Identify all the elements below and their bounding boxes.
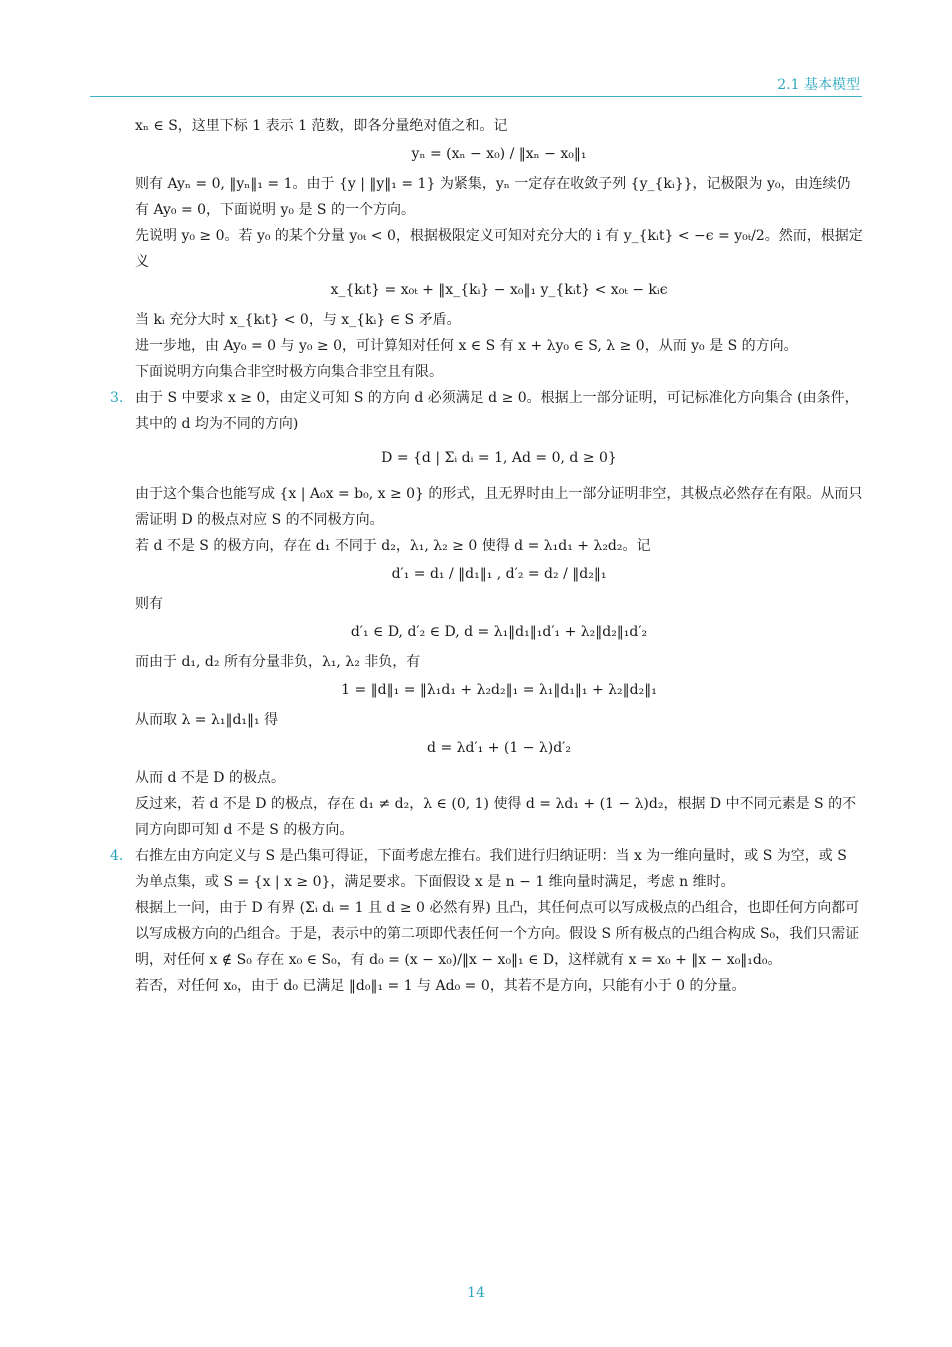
paragraph: 下面说明方向集合非空时极方向集合非空且有限。 bbox=[135, 364, 443, 380]
list-item-number: 4. bbox=[110, 848, 124, 864]
equation: D = {d | Σᵢ dᵢ = 1, Ad = 0, d ≥ 0} bbox=[381, 450, 617, 466]
list-item bbox=[110, 385, 863, 437]
paragraph: 当 kᵢ 充分大时 x_{kᵢt} < 0，与 x_{kᵢ} ∈ S 矛盾。 bbox=[135, 312, 461, 328]
paragraph: 从而 d 不是 D 的极点。 bbox=[135, 770, 285, 786]
page-header bbox=[90, 72, 862, 97]
paragraph: 若 d 不是 S 的极方向，存在 d₁ 不同于 d₂，λ₁, λ₂ ≥ 0 使得 d = λ₁d₁ + λ₂d₂。记 bbox=[135, 538, 651, 554]
equation: 1 = ‖d‖₁ = ‖λ₁d₁ + λ₂d₂‖₁ = λ₁‖d₁‖₁ + λ₂‖d₂‖₁ bbox=[341, 682, 657, 698]
paragraph: xₙ ∈ S，这里下标 1 表示 1 范数，即各分量绝对值之和。记 bbox=[135, 118, 508, 134]
paragraph: 进一步地，由 Ay₀ = 0 与 y₀ ≥ 0，可计算知对任何 x ∈ S 有 x + λy₀ ∈ S, λ ≥ 0，从而 y₀ 是 S 的方向。 bbox=[135, 338, 798, 354]
paragraph: 从而取 λ = λ₁‖d₁‖₁ 得 bbox=[135, 712, 279, 728]
page-number: 14 bbox=[467, 1285, 485, 1301]
list-item bbox=[110, 843, 863, 895]
equation: d′₁ ∈ D, d′₂ ∈ D, d = λ₁‖d₁‖₁d′₁ + λ₂‖d₂‖₁d′₂ bbox=[350, 624, 648, 640]
paragraph: 则有 bbox=[135, 596, 163, 612]
paragraph: 则有 Ayₙ = 0, ‖yₙ‖₁ = 1。由于 {y | ‖y‖₁ = 1} 为紧集，yₙ 一定存在收敛子列 {y_{kᵢ}}，记极限为 y₀，由连续仍有 Ay₀ = 0，下面说明 y₀ 是 S 的一个方向。 bbox=[135, 176, 851, 218]
equation: yₙ = (xₙ − x₀) / ‖xₙ − x₀‖₁ bbox=[411, 146, 587, 162]
list-item-text: 由于 S 中要求 x ≥ 0，由定义可知 S 的方向 d 必须满足 d ≥ 0。根据上一部分证明，可记标准化方向集合 (由条件，其中的 d 均为不同的方向) bbox=[135, 390, 859, 432]
list-item-text: 右推左由方向定义与 S 是凸集可得证，下面考虑左推右。我们进行归纳证明：当 x 为一维向量时，或 S 为空，或 S 为单点集，或 S = {x | x ≥ 0}，满足要求。下面假设 x 是 n − 1 维向量时满足，考虑 n 维时。 bbox=[135, 848, 847, 890]
paragraph: 而由于 d₁, d₂ 所有分量非负，λ₁, λ₂ 非负，有 bbox=[135, 654, 421, 670]
paragraph: 根据上一问，由于 D 有界 (Σᵢ dᵢ = 1 且 d ≥ 0 必然有界) 且凸，其任何点可以写成极点的凸组合，也即任何方向都可以写成极方向的凸组合。于是，表示中的第二项即代表任何一个方向。假设 S 所有极点的凸组合构成 S₀，我们只需证明，对任何 x ∉ S₀ 存在 x₀ ∈ S₀，有 d₀ = (x − x₀)/‖x − x₀‖₁ ∈ D，这样就有 x = x₀ + ‖x − x₀‖₁d₀。 bbox=[135, 900, 860, 968]
paragraph: 由于这个集合也能写成 {x | A₀x = b₀, x ≥ 0} 的形式，且无界时由上一部分证明非空，其极点必然存在有限。从而只需证明 D 的极点对应 S 的不同极方向。 bbox=[135, 486, 863, 528]
paragraph: 先说明 y₀ ≥ 0。若 y₀ 的某个分量 y₀ₜ < 0，根据极限定义可知对充分大的 i 有 y_{kᵢt} < −ϵ = y₀ₜ/2。然而，根据定义 bbox=[135, 228, 863, 270]
paragraph: 反过来，若 d 不是 D 的极点，存在 d₁ ≠ d₂，λ ∈ (0, 1) 使得 d = λd₁ + (1 − λ)d₂，根据 D 中不同元素是 S 的不同方向即可知 d 不是 S 的极方向。 bbox=[135, 796, 857, 838]
list-item-number: 3. bbox=[110, 390, 124, 406]
page-content bbox=[110, 113, 863, 999]
paragraph: 若否，对任何 x₀，由于 d₀ 已满足 ‖d₀‖₁ = 1 与 Ad₀ = 0，其若不是方向，只能有小于 0 的分量。 bbox=[135, 978, 746, 994]
header-title: 2.1 基本模型 bbox=[777, 77, 860, 93]
equation: d = λd′₁ + (1 − λ)d′₂ bbox=[427, 740, 571, 756]
equation: x_{kᵢt} = x₀ₜ + ‖x_{kᵢ} − x₀‖₁ y_{kᵢt} < x₀ₜ − kᵢϵ bbox=[330, 282, 668, 298]
equation: d′₁ = d₁ / ‖d₁‖₁ , d′₂ = d₂ / ‖d₂‖₁ bbox=[391, 566, 607, 582]
